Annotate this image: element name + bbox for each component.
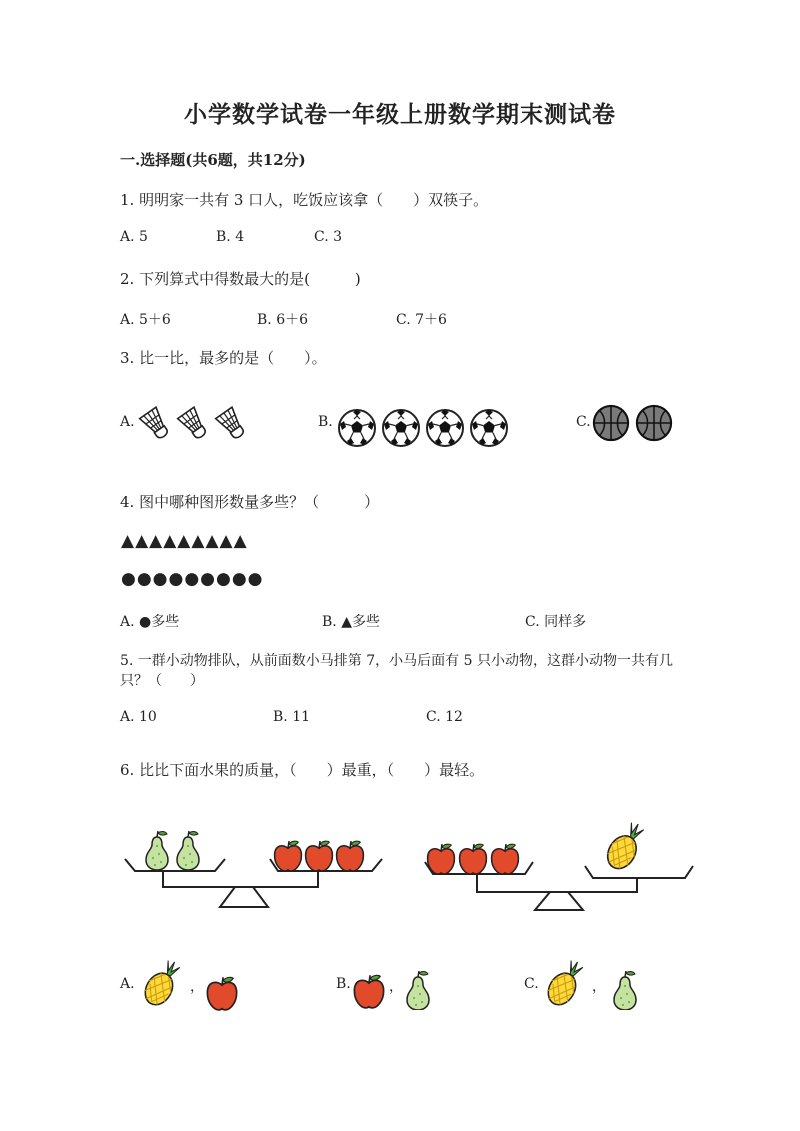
triangle-row: ▲▲▲▲▲▲▲▲▲	[121, 531, 248, 551]
pineapple-icon	[602, 818, 649, 874]
pear-icon	[610, 970, 640, 1010]
basketball-icon	[594, 406, 628, 440]
question-5-line-2: 只？（ ）	[120, 673, 204, 689]
pear-icon	[177, 831, 199, 870]
q1-option-a[interactable]: A. 5	[120, 229, 148, 245]
question-3: 3. 比一比，最多的是（ ）。	[120, 349, 327, 367]
question-4: 4. 图中哪种图形数量多些？（ ）	[120, 493, 380, 511]
q1-option-b[interactable]: B. 4	[216, 229, 245, 245]
scale-pan-left	[125, 859, 225, 871]
q6-c-comma: ，	[592, 979, 606, 995]
soccer-ball-icon	[471, 410, 507, 446]
q1-option-c[interactable]: C. 3	[314, 229, 343, 245]
q2-option-c[interactable]: C. 7＋6	[396, 312, 447, 328]
apple-icon	[352, 973, 386, 1009]
q6-option-c[interactable]: C.	[524, 976, 539, 992]
soccer-ball-group	[337, 408, 509, 448]
q6-b-comma: ，	[389, 979, 403, 995]
question-6: 6. 比比下面水果的质量，（ ）最重，（ ）最轻。	[120, 761, 485, 779]
q4-option-c[interactable]: C. 同样多	[525, 614, 587, 630]
q3-option-b[interactable]: B.	[318, 414, 333, 430]
apple-icon	[306, 841, 333, 871]
q6-a-comma: ，	[190, 979, 204, 995]
q5-option-a[interactable]: A. 10	[120, 709, 157, 725]
soccer-ball-icon	[383, 410, 419, 446]
q6-option-b[interactable]: B.	[336, 976, 351, 992]
q3-option-c[interactable]: C.	[576, 414, 591, 430]
q4-option-a[interactable]: A. ●多些	[120, 614, 180, 630]
circle-row: ●●●●●●●●●	[121, 569, 264, 589]
question-1: 1. 明明家一共有 3 口人，吃饭应该拿（ ）双筷子。	[120, 191, 489, 209]
balance-scale-1	[120, 825, 390, 911]
scale-pan-right	[585, 866, 693, 878]
apple-icon	[337, 841, 364, 871]
q2-option-b[interactable]: B. 6＋6	[257, 312, 309, 328]
apple-icon	[492, 844, 519, 874]
scale-beam	[163, 871, 318, 887]
q4-option-b[interactable]: B. ▲多些	[322, 614, 380, 630]
q5-option-b[interactable]: B. 11	[273, 709, 311, 725]
q5-option-c[interactable]: C. 12	[426, 709, 463, 725]
apple-icon	[428, 844, 455, 874]
q2-option-a[interactable]: A. 5＋6	[120, 312, 171, 328]
q6-option-a[interactable]: A.	[120, 976, 135, 992]
scale-fulcrum	[535, 892, 583, 910]
balance-scale-2	[415, 820, 700, 912]
shuttlecock-group	[137, 404, 255, 448]
soccer-ball-icon	[339, 410, 375, 446]
q3-option-a[interactable]: A.	[120, 414, 135, 430]
apple-icon	[460, 844, 487, 874]
question-2: 2. 下列算式中得数最大的是( )	[120, 270, 361, 288]
question-5-line-1: 5. 一群小动物排队，从前面数小马排第 7，小马后面有 5 只小动物，这群小动物一共有几	[120, 653, 673, 669]
section-heading: 一.选择题(共6题，共12分)	[120, 151, 306, 169]
soccer-ball-icon	[427, 410, 463, 446]
shuttlecock-icon	[216, 407, 249, 442]
page-title: 小学数学试卷一年级上册数学期末测试卷	[184, 101, 616, 128]
shuttlecock-icon	[178, 407, 211, 442]
basketball-icon	[637, 406, 671, 440]
apple-icon	[275, 841, 302, 871]
pear-icon	[403, 970, 433, 1010]
apple-icon	[205, 975, 239, 1011]
pear-icon	[146, 831, 168, 870]
pineapple-icon	[135, 958, 185, 1008]
scale-beam	[477, 874, 637, 892]
basketball-group	[592, 404, 674, 442]
pineapple-icon	[538, 958, 588, 1008]
scale-fulcrum	[220, 887, 268, 907]
shuttlecock-icon	[140, 407, 173, 442]
